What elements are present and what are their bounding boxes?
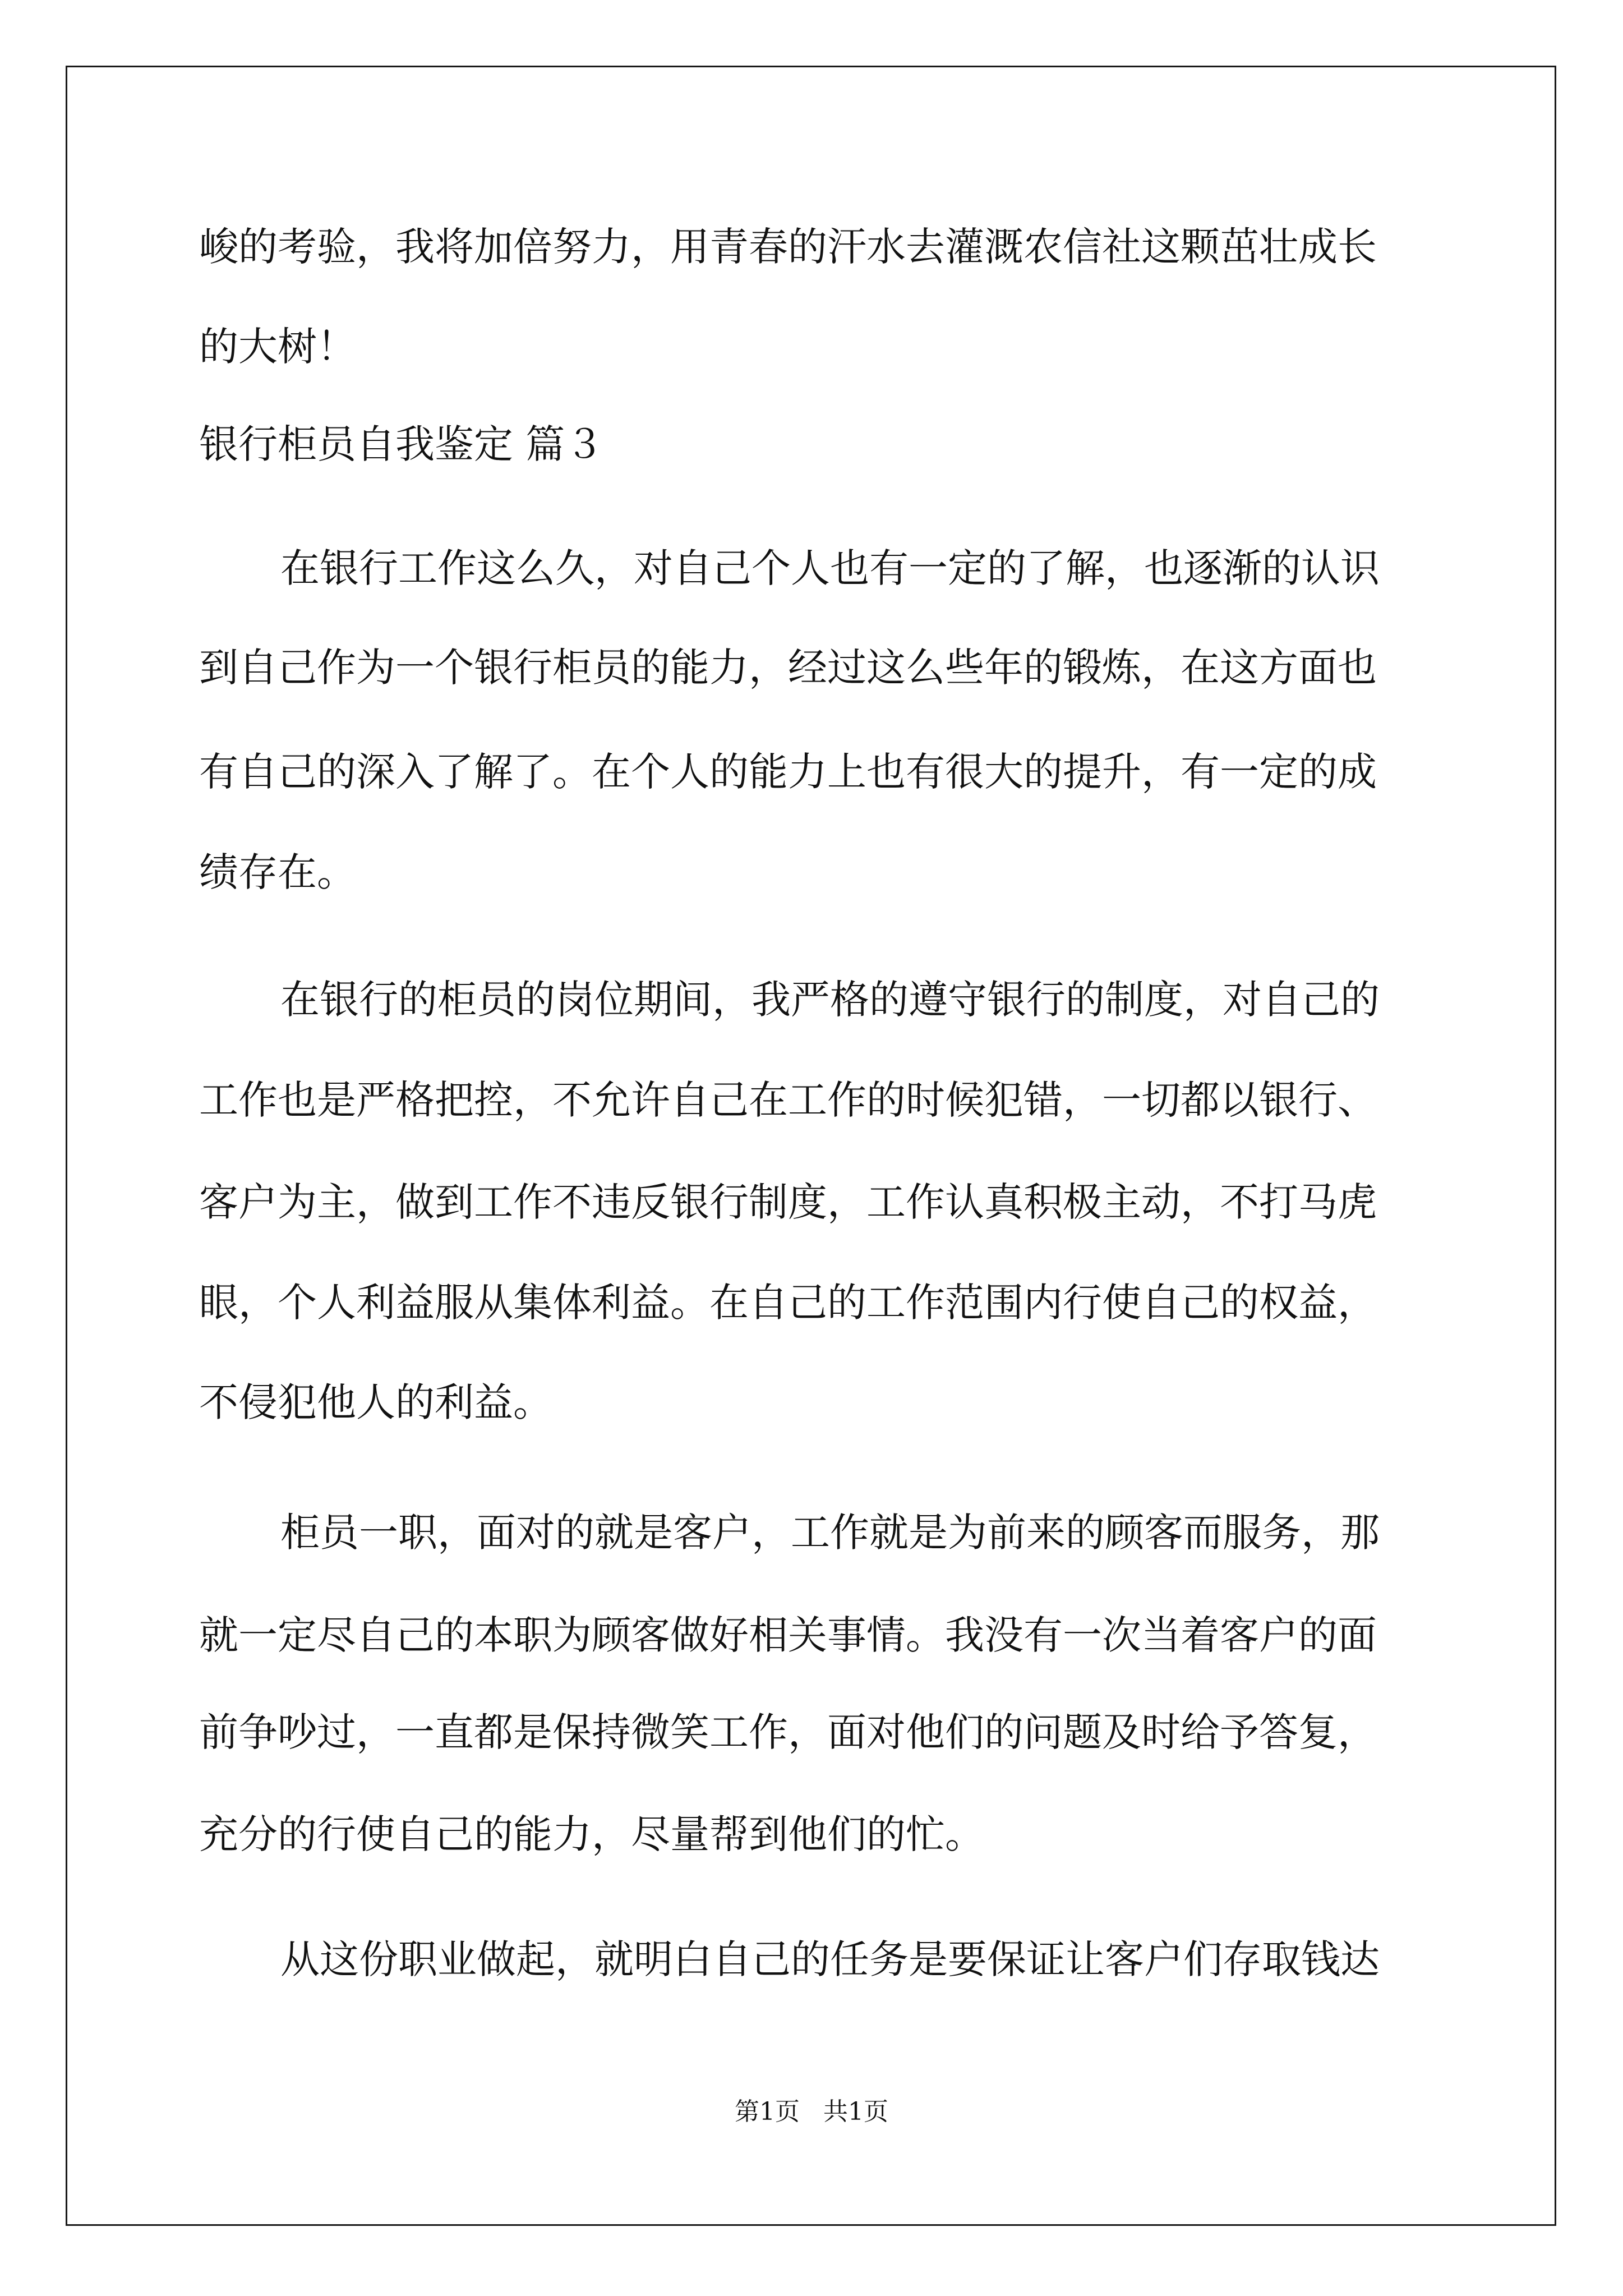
page-border bbox=[66, 66, 1556, 2226]
body-text-line: 到自己作为一个银行柜员的能力，经过这么些年的锻炼，在这方面也 bbox=[199, 645, 1377, 691]
body-text-line: 眼，个人利益服从集体利益。在自己的工作范围内行使自己的权益， bbox=[199, 1280, 1377, 1326]
paragraph-first-line: 在银行工作这么久，对自己个人也有一定的了解，也逐渐的认识 bbox=[280, 545, 1380, 591]
body-text-line: 峻的考验，我将加倍努力，用青春的汗水去灌溉农信社这颗茁壮成长 bbox=[199, 224, 1377, 270]
body-text-line: 绩存在。 bbox=[199, 849, 356, 895]
section-heading: 银行柜员自我鉴定 篇３ bbox=[199, 421, 605, 467]
paragraph-first-line: 在银行的柜员的岗位期间，我严格的遵守银行的制度，对自己的 bbox=[280, 977, 1380, 1023]
page-footer: 第1页 共1页 bbox=[735, 2097, 888, 2126]
body-text-line: 不侵犯他人的利益。 bbox=[199, 1379, 552, 1425]
paragraph-first-line: 柜员一职，面对的就是客户，工作就是为前来的顾客而服务，那 bbox=[280, 1510, 1380, 1556]
body-text-line: 就一定尽自己的本职为顾客做好相关事情。我没有一次当着客户的面 bbox=[199, 1612, 1377, 1658]
body-text-line: 前争吵过，一直都是保持微笑工作，面对他们的问题及时给予答复， bbox=[199, 1709, 1377, 1755]
body-text-line: 的大树！ bbox=[199, 324, 356, 370]
body-text-line: 充分的行使自己的能力，尽量帮到他们的忙。 bbox=[199, 1811, 984, 1857]
paragraph-first-line: 从这份职业做起，就明白自己的任务是要保证让客户们存取钱达 bbox=[280, 1936, 1380, 1982]
body-text-line: 有自己的深入了解了。在个人的能力上也有很大的提升，有一定的成 bbox=[199, 749, 1377, 795]
body-text-line: 客户为主，做到工作不违反银行制度，工作认真积极主动，不打马虎 bbox=[199, 1179, 1377, 1225]
body-text-line: 工作也是严格把控，不允许自己在工作的时候犯错，一切都以银行、 bbox=[199, 1077, 1377, 1123]
